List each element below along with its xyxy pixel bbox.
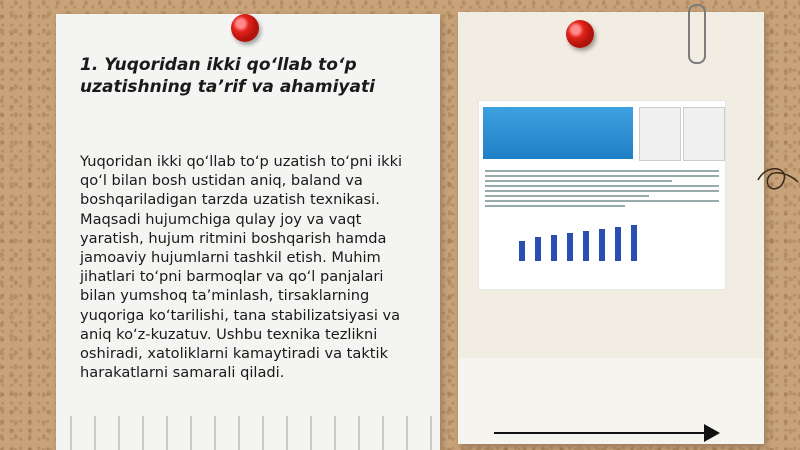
push-pin-icon — [566, 20, 594, 48]
arrow-head — [704, 424, 720, 442]
slide-title — [80, 54, 410, 98]
image-header-band — [483, 107, 633, 159]
push-pin-icon — [231, 14, 259, 42]
textbook-page-image — [478, 100, 726, 290]
player-illustration — [639, 107, 681, 161]
twine-decoration — [756, 160, 800, 200]
title-line-2: uzatishning ta’rif va ahamiyati — [80, 77, 375, 97]
paperclip-icon — [688, 4, 706, 64]
torn-edge — [56, 416, 440, 450]
motion-sequence-illustration — [515, 221, 665, 271]
slide-body-text: Yuqoridan ikki qo‘llab to‘p uzatish to‘pni ikki qo‘l bilan bosh ustidan aniq, baland va boshqariladigan tarzda uzatish texnikasi. Maqsadi hujumchiga qulay joy va vaqt yaratish, hujum ritmini boshqarish hamda jamoaviy hujumlarni tashkil etish. Muhim jihatlari to‘pni barmoqlar va qo‘l panjalari bilan yumshoq ta’minlash, tirsaklarning yuqoriga ko‘tarilishi, tana stabilizatsiyasi va aniq ko‘z-kuzatuv. Ushbu texnika tezlikni oshiradi, xatoliklarni kamaytiradi va taktik harakatlarni samarali qiladi. — [80, 153, 403, 382]
player-illustration — [683, 107, 725, 161]
title-line-1: 1. Yuqoridan ikki qo‘llab to‘p — [80, 55, 357, 75]
arrow-right-icon — [494, 432, 714, 434]
text-lines — [485, 167, 719, 210]
